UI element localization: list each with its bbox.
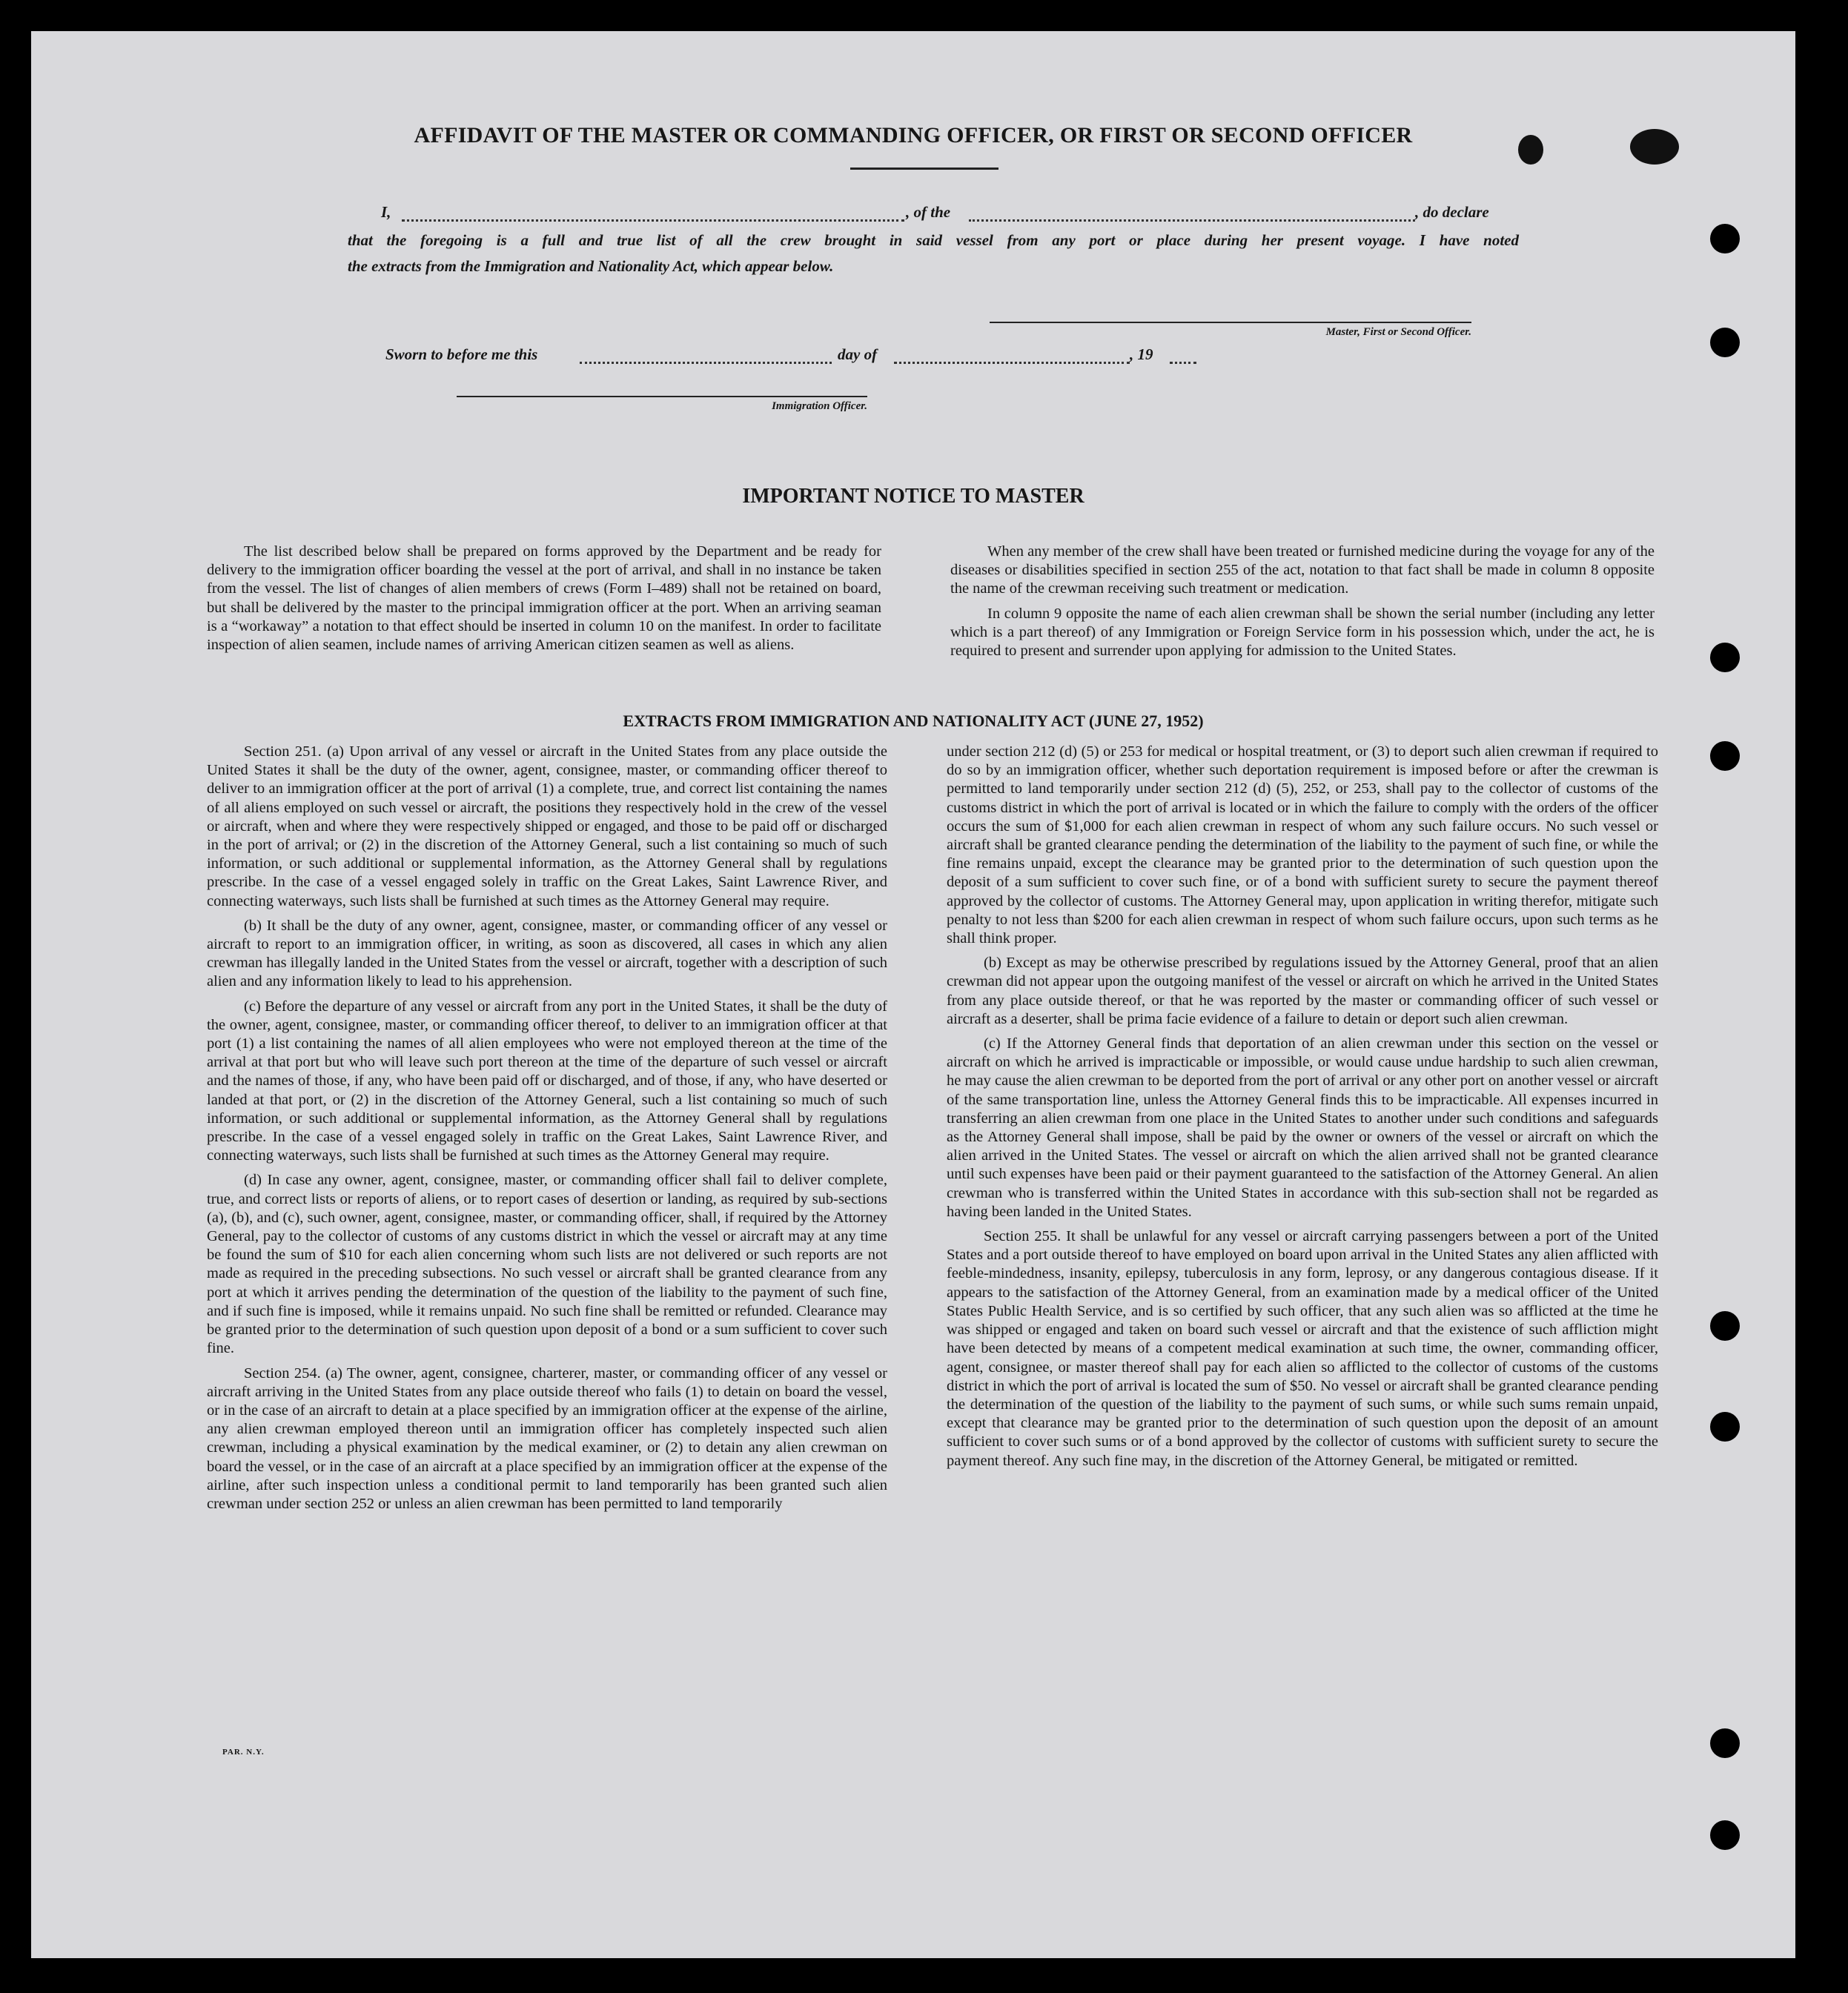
section-paragraph: (c) Before the departure of any vessel or aircraft from any port in the United States, it shall be the duty of the owner, agent, consignee, master, or commanding officer thereof, to deliver to an immigration officer at that port (1) a list containing the names of all alien employees who were not employed thereon at the time of the arrival at that port but who will leave such port thereon at the time of the departure of such vessel or aircraft and the names of those, if any, who have been paid off or discharged, and of those, if any, who have deserted or landed at that port, or (2) in the discretion of the Attorney General, such a list containing so much of such information, or such additional or supplemental information, as the Attorney General shall by regulations prescribe. In the case of a vessel engaged solely in traffic on the Great Lakes, Saint Lawrence River, and connecting waterways, such lists shall be furnished at such times as the Attorney General may require. xyxy=(207,998,887,1164)
label-sworn: Sworn to before me this xyxy=(385,345,538,363)
punch-hole-icon xyxy=(1710,1820,1740,1850)
printer-mark: PAR. N.Y. xyxy=(222,1748,265,1757)
officer-signature-caption: Immigration Officer. xyxy=(772,400,867,412)
notice-paragraph: The list described below shall be prepared on forms approved by the Department and be ready for delivery to the immigration officer boarding the vessel at the port of arrival, and shall in no instance be taken from the vessel. The list of changes of alien members of crews (Form I–489) shall not be retained on board, but shall be delivered by the master to the principal immigration officer at the port. When an arriving seaman is a “workaway” a notation to that effect should be inserted in column 10 on the manifest. In order to facilitate inspection of alien seamen, include names of arriving American citizen seamen as well as aliens. xyxy=(207,543,881,654)
ink-blot-icon xyxy=(1630,129,1679,165)
notice-right-column xyxy=(950,543,1655,666)
master-signature-line[interactable] xyxy=(990,322,1471,323)
label-i: I, xyxy=(381,203,391,221)
punch-hole-icon xyxy=(1710,1311,1740,1341)
master-signature-caption: Master, First or Second Officer. xyxy=(1325,326,1471,338)
vessel-blank-line[interactable] xyxy=(969,219,1415,222)
punch-hole-icon xyxy=(1710,224,1740,253)
notice-paragraph: In column 9 opposite the name of each alien crewman shall be shown the serial number (including any letter which is a part thereof) of any Immigration or Foreign Service form in his possession which, under the act, he is required to present and surrender upon applying for admission to the United States. xyxy=(950,605,1655,660)
form-page xyxy=(31,31,1795,1958)
punch-hole-icon xyxy=(1710,741,1740,771)
section-paragraph: (d) In case any owner, agent, consignee, master, or commanding officer shall fail to deliver complete, true, and correct lists or reports of aliens, or to report cases of desertion or landing, as required by sub-sections (a), (b), and (c), such owner, agent, consignee, master, or commanding officer, shall, if required by the Attorney General, pay to the collector of customs of any customs district in which the vessel or aircraft may at any time be found the sum of $10 for each alien concerning whom such lists are not delivered or such reports are not made as required in the preceding subsections. No such vessel or aircraft shall be granted clearance from any port at which it arrives pending the determination of the question of the liability to the payment of such fine, and if such fine is imposed, while it remains unpaid. No such fine shall be remitted or refunded. Clearance may be granted prior to the determination of such question upon deposit of a bond or a sum sufficient to cover such fine. xyxy=(207,1172,887,1357)
statement-line-1: that the foregoing is a full and true list of all the crew brought in said vessel from any port or place during her present voyage. I have noted xyxy=(348,231,1519,249)
section-paragraph: Section 255. It shall be unlawful for any vessel or aircraft carrying passengers between a port of the United States and a port outside thereof to have employed on board upon arrival in the United States any alien afflicted with feeble-mindedness, insanity, epilepsy, tuberculosis in any form, leprosy, or any dangerous contagious disease. If it appears to the satisfaction of the Attorney General, from an examination made by a medical officer of the United States Public Health Service, and is so certified by such officer, that any such alien was so afflicted at the time he was shipped or engaged and taken on board such vessel or aircraft and that the existence of such affliction might have been detected by means of a competent medical examination at such time, the owner, commanding officer, agent, consignee, or master thereof shall pay for each alien so afflicted to the collector of customs of the customs district in which the port of arrival is located the sum of $50. No vessel or aircraft shall be granted clearance pending the determination of the question of the liability to the payment of such sums, or while such sums remain unpaid, except that clearance may be granted prior to the determination of such question upon the deposit of an amount sufficient to cover such sums or of a bond approved by the collector of customs with sufficient surety to secure the payment thereof. Any such fine may, in the discretion of the Attorney General, be mitigated or remitted. xyxy=(947,1228,1658,1469)
section-paragraph: Section 251. (a) Upon arrival of any vessel or aircraft in the United States from any place outside the United States it shall be the duty of the owner, agent, consignee, master, or commanding officer thereof to deliver to an immigration officer at the port of arrival (1) a complete, true, and correct list containing the names of all aliens employed on such vessel or aircraft, the positions they respectively hold in the crew of the vessel or aircraft, when and where they were respectively shipped or engaged, and those to be paid off or discharged in the port of arrival; or (2) in the discretion of the Attorney General, such a list containing so much of such information, or such additional or supplemental information, as the Attorney General shall by regulations prescribe. In the case of a vessel engaged solely in traffic on the Great Lakes, Saint Lawrence River, and connecting waterways, such lists shall be furnished at such times as the Attorney General may require. xyxy=(207,743,887,909)
name-blank-line[interactable] xyxy=(402,219,904,222)
notice-left-column xyxy=(207,543,881,660)
label-day-of: day of xyxy=(838,345,878,363)
punch-hole-icon xyxy=(1710,1412,1740,1442)
affidavit-title: AFFIDAVIT OF THE MASTER OR COMMANDING OFFICER, OR FIRST OR SECOND OFFICER xyxy=(414,123,1413,147)
extracts-right-column xyxy=(947,743,1658,1476)
extracts-heading: EXTRACTS FROM IMMIGRATION AND NATIONALITY ACT (JUNE 27, 1952) xyxy=(623,712,1204,730)
section-paragraph: Section 254. (a) The owner, agent, consignee, charterer, master, or commanding officer of any vessel or aircraft arriving in the United States from any place outside thereof who fails (1) to detain on board the vessel, or in the case of an aircraft to detain at a place specified by an immigration officer at the expense of the airline, any alien crewman employed thereon until an immigration officer has completely inspected such alien crewman, including a physical examination by the medical examiner, or (2) to detain any alien crewman on board the vessel, or in the case of an aircraft at a place specified by an immigration officer at the expense of the airline, after such inspection unless a conditional permit to land temporarily has been granted such alien crewman under section 252 or unless an alien crewman has been permitted to land temporarily xyxy=(207,1364,887,1512)
section-paragraph: under section 212 (d) (5) or 253 for medical or hospital treatment, or (3) to deport such alien crewman if required to do so by an immigration officer, whether such deportation requirement is imposed before or after the crewman is permitted to land temporarily under section 212 (d) (5), 252, or 253, shall pay to the collector of customs of the customs district in which the port of arrival is located or in which the failure to comply with the orders of the officer occurs the sum of $1,000 for each alien crewman in respect of whom any such failure occurs. No such vessel or aircraft shall be granted clearance pending the determination of the liability to the payment of such fine, or while the fine remains unpaid, except the clearance may be granted prior to the determination of such question upon the deposit of a sum sufficient to cover such fine, or of a bond with sufficient surety to secure the payment thereof approved by the collector of customs. The Attorney General may, upon application in writing therefor, mitigate such penalty to not less than $200 for each alien crewman in respect of whom such failure occurs, upon such terms as he shall think proper. xyxy=(947,743,1658,947)
extracts-left-column xyxy=(207,743,887,1519)
sworn-year-blank-line[interactable] xyxy=(1170,362,1196,364)
label-of-the: , of the xyxy=(906,203,951,221)
officer-signature-line[interactable] xyxy=(457,396,867,397)
punch-hole-icon xyxy=(1710,328,1740,357)
sworn-month-blank-line[interactable] xyxy=(894,362,1130,364)
ink-blot-icon xyxy=(1518,135,1543,165)
label-do-declare: , do declare xyxy=(1415,203,1489,221)
section-paragraph: (b) Except as may be otherwise prescribed by regulations issued by the Attorney General, proof that an alien crewman did not appear upon the outgoing manifest of the vessel or aircraft on which he arrived in the United States from any place outside thereof, or that he was reported by the master or commanding officer of such vessel or aircraft as a deserter, shall be prima facie evidence of a failure to detain or deport such alien crewman. xyxy=(947,955,1658,1027)
title-underline xyxy=(850,168,998,170)
punch-hole-icon xyxy=(1710,643,1740,672)
section-paragraph: (c) If the Attorney General finds that deportation of an alien crewman under this section on the vessel or aircraft on which he arrived is impracticable or impossible, or would cause undue hardship to such alien crewman, he may cause the alien crewman to be deported from the port of arrival or any other port on another vessel or aircraft of the same transportation line, unless the Attorney General finds this to be impracticable. All expenses incurred in transferring an alien crewman from one place in the United States to another under such conditions and safeguards as the Attorney General shall impose, shall be paid by the owner or owners of the vessel or aircraft on which the alien arrived in the United States. The vessel or aircraft on which the alien arrived shall not be granted clearance until such expenses have been paid or their payment guaranteed to the satisfaction of the Attorney General. An alien crewman who is transferred within the United States in accordance with this sub-section shall not be regarded as having been landed in the United States. xyxy=(947,1035,1658,1220)
punch-hole-icon xyxy=(1710,1728,1740,1758)
label-year: , 19 xyxy=(1130,345,1153,363)
notice-heading: IMPORTANT NOTICE TO MASTER xyxy=(742,485,1084,508)
sworn-day-blank-line[interactable] xyxy=(580,362,832,364)
notice-paragraph: When any member of the crew shall have been treated or furnished medicine during the voyage for any of the diseases or disabilities specified in section 255 of the act, notation to that fact shall be made in column 8 opposite the name of the crewman receiving such treatment or medication. xyxy=(950,543,1655,597)
statement-line-2: the extracts from the Immigration and Nationality Act, which appear below. xyxy=(348,257,834,275)
section-paragraph: (b) It shall be the duty of any owner, agent, consignee, master, or commanding officer of any vessel or aircraft to report to an immigration officer, in writing, as soon as discovered, all cases in which any alien crewman has illegally landed in the United States from the vessel or aircraft, together with a description of such alien and any information likely to lead to his apprehension. xyxy=(207,917,887,990)
